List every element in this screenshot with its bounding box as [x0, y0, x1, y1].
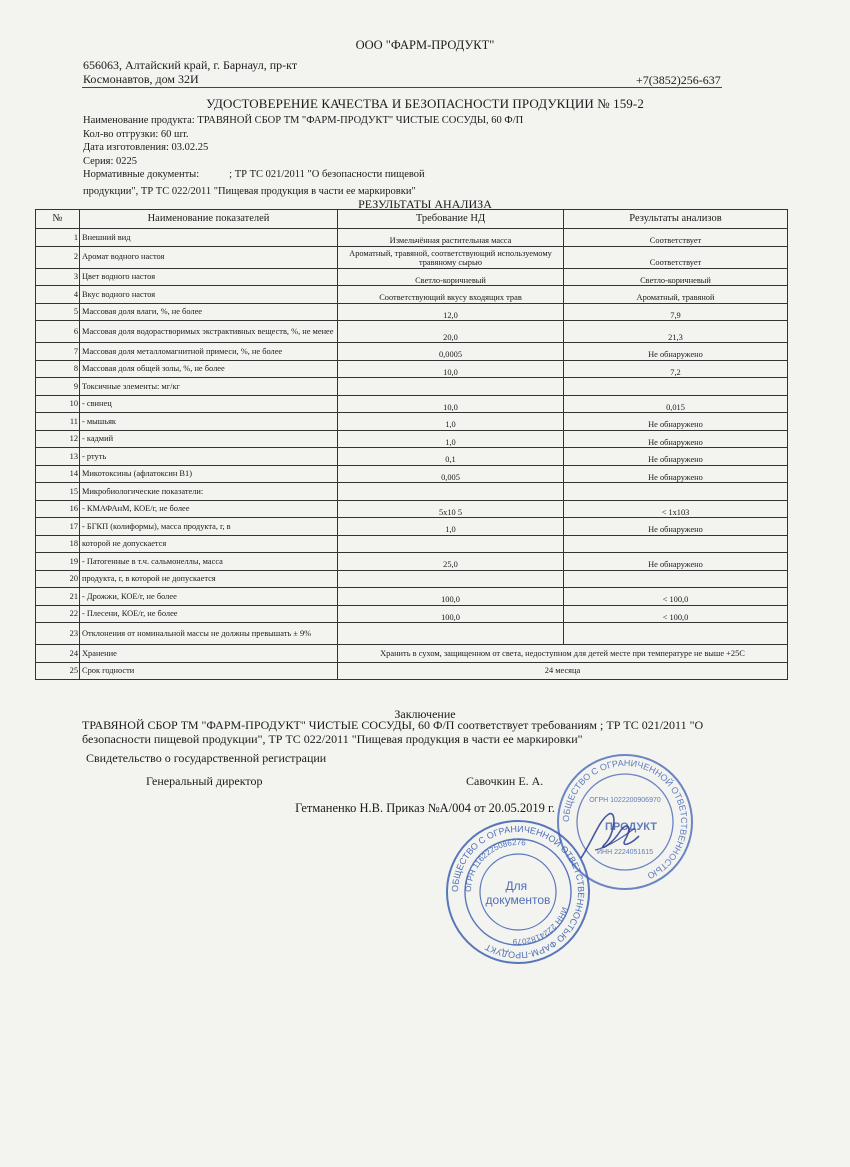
results-title: РЕЗУЛЬТАТЫ АНАЛИЗА: [358, 197, 492, 211]
row-parameter-name: Массовая доля влаги, %, не более: [80, 303, 338, 321]
row-requirement: Измельчённая растительная масса: [338, 229, 564, 247]
back-stamp-name: ПРОДУКТ: [604, 821, 658, 833]
table-row: [36, 268, 788, 286]
row-parameter-name: - КМАФАнМ, КОЕ/г, не более: [80, 500, 338, 518]
table-row: [36, 229, 788, 247]
table-row: [36, 645, 788, 663]
row-number: 16: [36, 500, 80, 518]
row-number: 13: [36, 448, 80, 466]
back-stamp-ogrn: ОГРН 1022200906970: [589, 797, 661, 804]
address-line-2: Космонавтов, дом 32И: [83, 72, 199, 86]
table-row: [36, 360, 788, 378]
row-result: 21,3: [564, 321, 788, 343]
row-result: Светло-коричневый: [564, 268, 788, 286]
row-requirement: [338, 623, 564, 645]
row-requirement: Светло-коричневый: [338, 268, 564, 286]
row-requirement: Соответствующий вкусу входящих трав: [338, 286, 564, 304]
table-row: [36, 623, 788, 645]
column-header-number: №: [36, 210, 80, 229]
row-result: Соответствует: [564, 229, 788, 247]
stamp-ogrn: ОГРН 1162225086276: [463, 837, 527, 893]
column-header-requirement: Требование НД: [338, 210, 564, 229]
row-number: 14: [36, 465, 80, 483]
company-stamp: [444, 818, 592, 966]
normative-label: Нормативные документы:: [83, 169, 200, 181]
row-requirement: [338, 483, 564, 501]
row-result: < 100,0: [564, 588, 788, 606]
row-parameter-name: - мышьяк: [80, 413, 338, 431]
row-result: 0,015: [564, 395, 788, 413]
row-number: 7: [36, 343, 80, 361]
row-result: Не обнаружено: [564, 465, 788, 483]
row-result: [564, 623, 788, 645]
row-parameter-name: Цвет водного настоя: [80, 268, 338, 286]
row-parameter-name: Хранение: [80, 645, 338, 663]
company-name: ООО "ФАРМ-ПРОДУКТ": [355, 38, 495, 52]
row-result: Ароматный, травяной: [564, 286, 788, 304]
row-number: 24: [36, 645, 80, 663]
row-result: < 100,0: [564, 605, 788, 623]
row-number: 5: [36, 303, 80, 321]
table-row: [36, 483, 788, 501]
column-header-result: Результаты анализов: [564, 210, 788, 229]
table-row: [36, 448, 788, 466]
table-row: [36, 553, 788, 571]
back-stamp-ring-text: ОБЩЕСТВО С ОГРАНИЧЕННОЙ ОТВЕТСТВЕННОСТЬЮ: [560, 757, 690, 881]
row-parameter-name: Массовая доля общей золы, %, не более: [80, 360, 338, 378]
row-merged-value: 24 месяца: [338, 662, 788, 680]
row-result: Не обнаружено: [564, 518, 788, 536]
row-parameter-name: - БГКП (колиформы), масса продукта, г, в: [80, 518, 338, 536]
column-header-name: Наименование показателей: [80, 210, 338, 229]
stamp-center-text: Для документов: [485, 879, 551, 907]
row-result: Не обнаружено: [564, 448, 788, 466]
normative-line-2: продукции", ТР ТС 022/2011 "Пищевая продукция в части ее маркировки": [83, 185, 416, 197]
row-result: Не обнаружено: [564, 413, 788, 431]
table-row: [36, 570, 788, 588]
row-result: Не обнаружено: [564, 553, 788, 571]
row-result: Не обнаружено: [564, 343, 788, 361]
row-number: 10: [36, 395, 80, 413]
row-parameter-name: Токсичные элементы: мг/кг: [80, 378, 338, 396]
row-parameter-name: Срок годности: [80, 662, 338, 680]
row-number: 19: [36, 553, 80, 571]
table-row: [36, 321, 788, 343]
table-row: [36, 465, 788, 483]
row-requirement: 10,0: [338, 395, 564, 413]
row-number: 11: [36, 413, 80, 431]
row-parameter-name: Внешний вид: [80, 229, 338, 247]
order-line: Гетманенко Н.В. Приказ №А/004 от 20.05.2019 г.: [295, 801, 555, 815]
address-line-1: 656063, Алтайский край, г. Барнаул, пр-кт: [83, 58, 298, 72]
row-number: 21: [36, 588, 80, 606]
row-requirement: [338, 570, 564, 588]
row-requirement: 1,0: [338, 430, 564, 448]
row-parameter-name: - кадмий: [80, 430, 338, 448]
row-number: 12: [36, 430, 80, 448]
table-row: [36, 605, 788, 623]
document-title: УДОСТОВЕРЕНИЕ КАЧЕСТВА И БЕЗОПАСНОСТИ ПРОДУКЦИИ № 159-2: [206, 96, 644, 111]
row-requirement: [338, 535, 564, 553]
row-result: [564, 378, 788, 396]
table-row: [36, 662, 788, 680]
row-requirement: 20,0: [338, 321, 564, 343]
product-name: Наименование продукта: ТРАВЯНОЙ СБОР ТМ "ФАРМ-ПРОДУКТ" ЧИСТЫЕ СОСУДЫ, 60 Ф/П: [83, 115, 524, 126]
table-row: [36, 343, 788, 361]
row-result: 7,9: [564, 303, 788, 321]
row-number: 22: [36, 605, 80, 623]
row-parameter-name: Микробиологические показатели:: [80, 483, 338, 501]
series-number: Серия: 0225: [83, 155, 138, 167]
row-parameter-name: Массовая доля металломагнитной примеси, %, не более: [80, 343, 338, 361]
row-requirement: 1,0: [338, 518, 564, 536]
row-number: 17: [36, 518, 80, 536]
row-requirement: 12,0: [338, 303, 564, 321]
row-number: 8: [36, 360, 80, 378]
row-requirement: 100,0: [338, 605, 564, 623]
row-requirement: 0,1: [338, 448, 564, 466]
row-result: [564, 570, 788, 588]
row-parameter-name: Аромат водного настоя: [80, 246, 338, 268]
row-parameter-name: Отклонения от номинальной массы не должны превышать ± 9%: [80, 623, 338, 645]
row-number: 6: [36, 321, 80, 343]
row-parameter-name: которой не допускается: [80, 535, 338, 553]
table-row: [36, 378, 788, 396]
row-result: [564, 535, 788, 553]
stamp-inn: ИНН 2224182079: [512, 905, 570, 947]
header-divider: [82, 87, 722, 88]
row-parameter-name: - Плесени, КОЕ/г, не более: [80, 605, 338, 623]
row-number: 3: [36, 268, 80, 286]
row-parameter-name: - Патогенные в т.ч. сальмонеллы, масса: [80, 553, 338, 571]
row-requirement: 1,0: [338, 413, 564, 431]
certificate-label: Свидетельство о государственной регистрации: [86, 751, 327, 765]
table-row: [36, 413, 788, 431]
row-parameter-name: продукта, г, в которой не допускается: [80, 570, 338, 588]
product-info: [83, 114, 523, 199]
conclusion-heading: Заключение: [394, 707, 456, 721]
row-result: Соответствует: [564, 246, 788, 268]
manufacture-date: Дата изготовления: 03.02.25: [83, 142, 209, 154]
row-number: 2: [36, 246, 80, 268]
normative-docs: [83, 168, 523, 182]
table-header-row: [36, 210, 788, 229]
stamp-ring-text: ОБЩЕСТВО С ОГРАНИЧЕННОЙ ОТВЕТСТВЕННОСТЬЮ ФАРМ-ПРОДУКТ: [449, 823, 587, 961]
row-requirement: 10,0: [338, 360, 564, 378]
row-requirement: 0,005: [338, 465, 564, 483]
row-requirement: 5x10 5: [338, 500, 564, 518]
director-name: Савочкин Е. А.: [466, 774, 544, 788]
results-table: [35, 209, 788, 680]
row-requirement: 25,0: [338, 553, 564, 571]
row-number: 1: [36, 229, 80, 247]
table-row: [36, 246, 788, 268]
row-parameter-name: Массовая доля водорастворимых экстрактивных веществ, %, не менее: [80, 321, 338, 343]
table-row: [36, 286, 788, 304]
row-requirement: 0,0005: [338, 343, 564, 361]
table-row: [36, 588, 788, 606]
row-parameter-name: Микотоксины (афлатоксин В1): [80, 465, 338, 483]
row-parameter-name: Вкус водного настоя: [80, 286, 338, 304]
director-label: Генеральный директор: [146, 774, 263, 788]
row-number: 18: [36, 535, 80, 553]
table-row: [36, 500, 788, 518]
row-number: 15: [36, 483, 80, 501]
row-number: 4: [36, 286, 80, 304]
row-requirement: Ароматный, травяной, соответствующий используемому травяному сырью: [338, 246, 564, 268]
row-merged-value: Хранить в сухом, защищенном от света, недоступном для детей месте при температуре не выше +25С: [338, 645, 788, 663]
row-result: 7,2: [564, 360, 788, 378]
row-result: < 1x103: [564, 500, 788, 518]
conclusion-text: ТРАВЯНОЙ СБОР ТМ "ФАРМ-ПРОДУКТ" ЧИСТЫЕ СОСУДЫ, 60 Ф/П соответствует требованиям ; ТР ТС 021/2011 "О безопасности пищевой продукции", ТР ТС 022/2011 "Пищевая продукция в части ее маркировки": [82, 718, 704, 746]
row-number: 23: [36, 623, 80, 645]
row-parameter-name: - ртуть: [80, 448, 338, 466]
row-number: 9: [36, 378, 80, 396]
row-number: 25: [36, 662, 80, 680]
row-result: [564, 483, 788, 501]
shipment-quantity: Кол-во отгрузки: 60 шт.: [83, 128, 189, 140]
signature: [575, 800, 645, 870]
row-parameter-name: - Дрожжи, КОЕ/г, не более: [80, 588, 338, 606]
row-requirement: [338, 378, 564, 396]
table-row: [36, 395, 788, 413]
table-row: [36, 303, 788, 321]
row-number: 20: [36, 570, 80, 588]
normative-value: ; ТР ТС 021/2011 "О безопасности пищевой: [229, 169, 425, 181]
table-row: [36, 518, 788, 536]
row-parameter-name: - свинец: [80, 395, 338, 413]
table-row: [36, 535, 788, 553]
row-requirement: 100,0: [338, 588, 564, 606]
company-address: [83, 58, 297, 86]
table-row: [36, 430, 788, 448]
company-phone: +7(3852)256-637: [636, 73, 721, 87]
back-stamp-inn: ИНН 2224051615: [596, 849, 654, 856]
row-result: Не обнаружено: [564, 430, 788, 448]
